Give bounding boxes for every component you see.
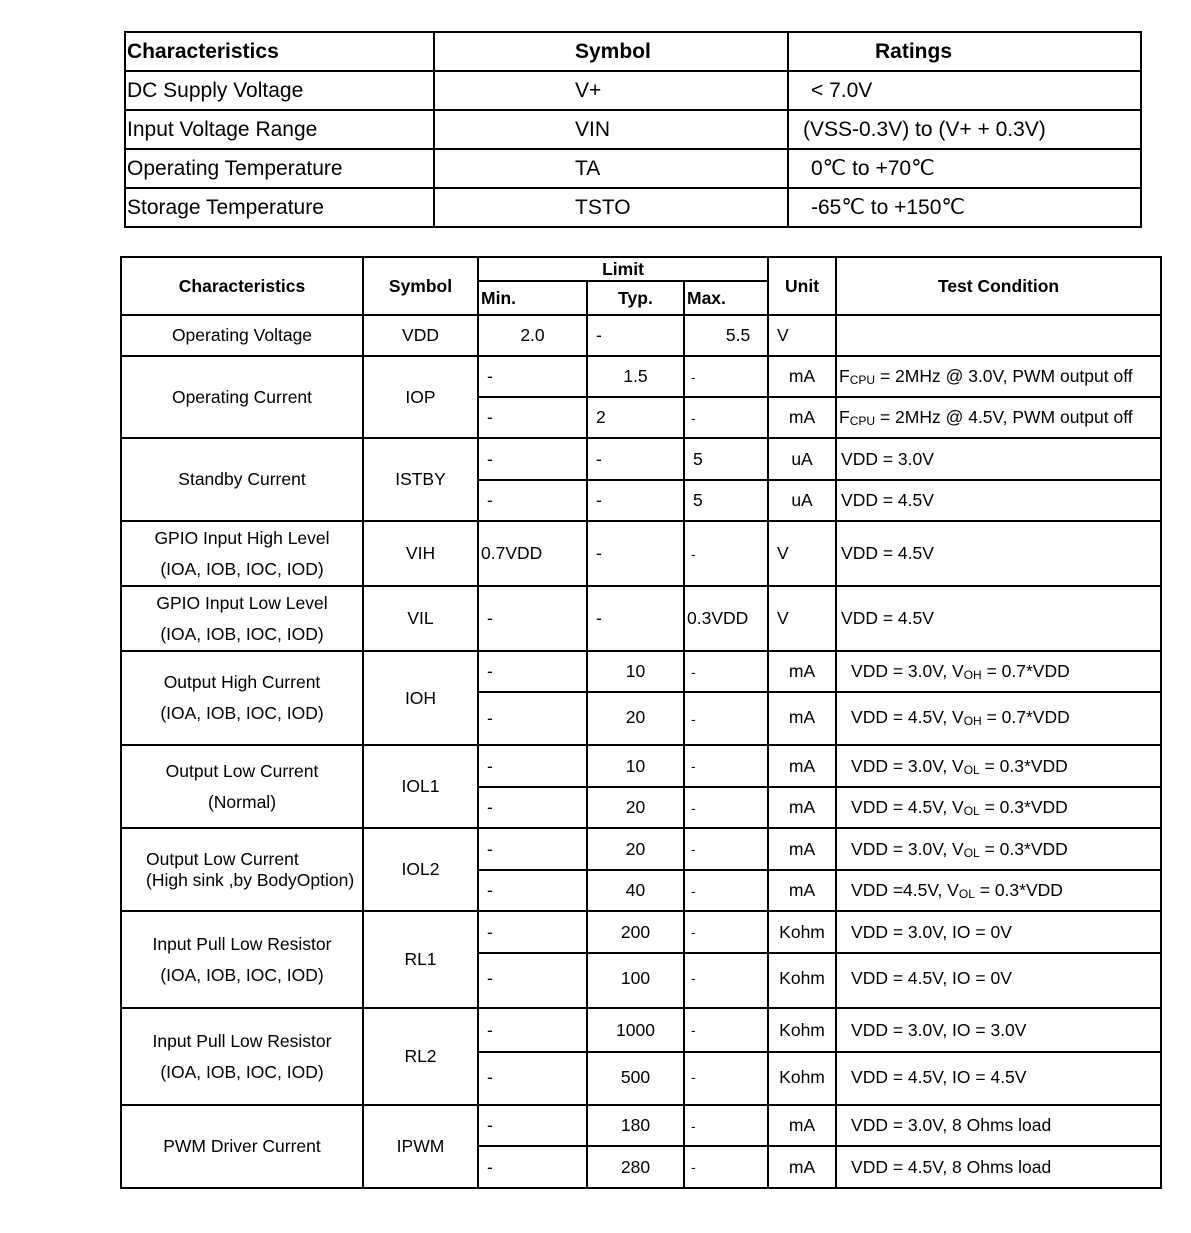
condition-cell: VDD = 4.5V, VOH = 0.7*VDD: [836, 692, 1161, 745]
min-cell: -: [478, 1008, 587, 1052]
unit-cell: V: [768, 586, 836, 651]
rating-cell: -65℃ to +150℃: [788, 188, 1141, 227]
header-symbol: Symbol: [363, 257, 478, 315]
max-cell: 0.3VDD: [684, 586, 768, 651]
min-cell: -: [478, 480, 587, 521]
condition-cell: FCPU = 2MHz @ 3.0V, PWM output off: [836, 356, 1161, 397]
condition-cell: FCPU = 2MHz @ 4.5V, PWM output off: [836, 397, 1161, 438]
unit-cell: V: [768, 521, 836, 586]
characteristic-cell: Input Pull Low Resistor (IOA, IOB, IOC, IOD): [121, 911, 363, 1008]
max-cell: -: [684, 521, 768, 586]
symbol-cell: VIH: [363, 521, 478, 586]
characteristic-cell: PWM Driver Current: [121, 1105, 363, 1188]
typ-cell: 2: [587, 397, 684, 438]
header-symbol: Symbol: [434, 32, 788, 71]
condition-cell: VDD = 3.0V, VOH = 0.7*VDD: [836, 651, 1161, 692]
typ-cell: 200: [587, 911, 684, 953]
condition-cell: [836, 315, 1161, 356]
max-cell: -: [684, 787, 768, 828]
min-cell: -: [478, 438, 587, 480]
header-ratings: Ratings: [788, 32, 1141, 71]
table-row: [121, 315, 1161, 356]
typ-cell: -: [587, 315, 684, 356]
max-cell: -: [684, 1146, 768, 1188]
characteristic-cell: Output Low Current (Normal): [121, 745, 363, 828]
rating-cell: (VSS-0.3V) to (V+ + 0.3V): [788, 110, 1141, 149]
characteristic-cell: GPIO Input High Level (IOA, IOB, IOC, IOD): [121, 521, 363, 586]
typ-cell: 1.5: [587, 356, 684, 397]
table-row: [121, 1105, 1161, 1146]
max-cell: -: [684, 1105, 768, 1146]
condition-cell: VDD = 4.5V: [836, 586, 1161, 651]
header-limit: Limit: [478, 257, 768, 281]
symbol-cell: RL1: [363, 911, 478, 1008]
min-cell: -: [478, 953, 587, 1008]
header-test-condition: Test Condition: [836, 257, 1161, 315]
header-max: Max.: [684, 281, 768, 315]
unit-cell: mA: [768, 787, 836, 828]
dc-characteristics-table: [120, 256, 1162, 1189]
characteristic-cell: Input Pull Low Resistor (IOA, IOB, IOC, IOD): [121, 1008, 363, 1105]
unit-cell: uA: [768, 438, 836, 480]
symbol-cell: TA: [434, 149, 788, 188]
max-cell: -: [684, 953, 768, 1008]
symbol-cell: IPWM: [363, 1105, 478, 1188]
unit-cell: mA: [768, 692, 836, 745]
characteristic-cell: Operating Voltage: [121, 315, 363, 356]
max-cell: -: [684, 1052, 768, 1105]
header-typ: Typ.: [587, 281, 684, 315]
characteristic-cell: Output High Current (IOA, IOB, IOC, IOD): [121, 651, 363, 745]
symbol-cell: VDD: [363, 315, 478, 356]
min-cell: -: [478, 911, 587, 953]
unit-cell: mA: [768, 870, 836, 911]
max-cell: -: [684, 745, 768, 787]
characteristic-cell: GPIO Input Low Level (IOA, IOB, IOC, IOD): [121, 586, 363, 651]
table-row: [125, 110, 1141, 149]
max-cell: 5: [684, 438, 768, 480]
unit-cell: mA: [768, 356, 836, 397]
table-row: [125, 188, 1141, 227]
min-cell: -: [478, 787, 587, 828]
characteristic-cell: Operating Current: [121, 356, 363, 438]
table-row: [121, 745, 1161, 787]
min-cell: -: [478, 828, 587, 870]
unit-cell: mA: [768, 1105, 836, 1146]
symbol-cell: VIL: [363, 586, 478, 651]
typ-cell: 20: [587, 787, 684, 828]
table-row: [121, 911, 1161, 953]
unit-cell: mA: [768, 745, 836, 787]
unit-cell: uA: [768, 480, 836, 521]
min-cell: -: [478, 651, 587, 692]
unit-cell: mA: [768, 651, 836, 692]
unit-cell: mA: [768, 397, 836, 438]
condition-cell: VDD = 3.0V, VOL = 0.3*VDD: [836, 828, 1161, 870]
typ-cell: -: [587, 521, 684, 586]
absolute-ratings-table: [124, 31, 1142, 228]
symbol-cell: IOH: [363, 651, 478, 745]
typ-cell: -: [587, 480, 684, 521]
unit-cell: mA: [768, 828, 836, 870]
typ-cell: 10: [587, 745, 684, 787]
symbol-cell: VIN: [434, 110, 788, 149]
min-cell: 0.7VDD: [478, 521, 587, 586]
unit-cell: Kohm: [768, 1052, 836, 1105]
condition-cell: VDD = 4.5V: [836, 521, 1161, 586]
symbol-cell: ISTBY: [363, 438, 478, 521]
typ-cell: 20: [587, 692, 684, 745]
table-row: [121, 356, 1161, 397]
symbol-cell: V+: [434, 71, 788, 110]
typ-cell: -: [587, 586, 684, 651]
typ-cell: 180: [587, 1105, 684, 1146]
max-cell: -: [684, 356, 768, 397]
typ-cell: -: [587, 438, 684, 480]
max-cell: -: [684, 1008, 768, 1052]
min-cell: -: [478, 397, 587, 438]
min-cell: -: [478, 745, 587, 787]
condition-cell: VDD = 3.0V, 8 Ohms load: [836, 1105, 1161, 1146]
min-cell: -: [478, 870, 587, 911]
condition-cell: VDD = 4.5V: [836, 480, 1161, 521]
max-cell: 5: [684, 480, 768, 521]
max-cell: -: [684, 828, 768, 870]
table-row: [125, 149, 1141, 188]
table-header-row: [125, 32, 1141, 71]
min-cell: -: [478, 586, 587, 651]
max-cell: -: [684, 397, 768, 438]
unit-cell: Kohm: [768, 911, 836, 953]
unit-cell: Kohm: [768, 1008, 836, 1052]
typ-cell: 10: [587, 651, 684, 692]
header-characteristics: Characteristics: [121, 257, 363, 315]
typ-cell: 500: [587, 1052, 684, 1105]
unit-cell: Kohm: [768, 953, 836, 1008]
condition-cell: VDD = 4.5V, IO = 0V: [836, 953, 1161, 1008]
characteristic-cell: Storage Temperature: [125, 188, 434, 227]
characteristic-cell: DC Supply Voltage: [125, 71, 434, 110]
max-cell: -: [684, 870, 768, 911]
table-row: [121, 521, 1161, 586]
max-cell: 5.5: [684, 315, 768, 356]
table-header-row: [121, 257, 1161, 281]
max-cell: -: [684, 911, 768, 953]
symbol-cell: IOP: [363, 356, 478, 438]
unit-cell: mA: [768, 1146, 836, 1188]
min-cell: -: [478, 356, 587, 397]
table-row: [121, 1008, 1161, 1052]
min-cell: 2.0: [478, 315, 587, 356]
rating-cell: < 7.0V: [788, 71, 1141, 110]
table-row: [121, 651, 1161, 692]
condition-cell: VDD = 4.5V, VOL = 0.3*VDD: [836, 787, 1161, 828]
header-characteristics: Characteristics: [125, 32, 434, 71]
typ-cell: 20: [587, 828, 684, 870]
symbol-cell: IOL2: [363, 828, 478, 911]
typ-cell: 40: [587, 870, 684, 911]
max-cell: -: [684, 692, 768, 745]
symbol-cell: TSTO: [434, 188, 788, 227]
unit-cell: V: [768, 315, 836, 356]
table-row: [125, 71, 1141, 110]
table-row: [121, 586, 1161, 651]
header-min: Min.: [478, 281, 587, 315]
table-row: [121, 828, 1161, 870]
condition-cell: VDD = 4.5V, 8 Ohms load: [836, 1146, 1161, 1188]
condition-cell: VDD = 3.0V, IO = 3.0V: [836, 1008, 1161, 1052]
condition-cell: VDD =4.5V, VOL = 0.3*VDD: [836, 870, 1161, 911]
condition-cell: VDD = 3.0V: [836, 438, 1161, 480]
min-cell: -: [478, 692, 587, 745]
typ-cell: 280: [587, 1146, 684, 1188]
characteristic-cell: Operating Temperature: [125, 149, 434, 188]
typ-cell: 1000: [587, 1008, 684, 1052]
characteristic-cell: Output Low Current (High sink ,by BodyOption): [121, 828, 363, 911]
condition-cell: VDD = 3.0V, IO = 0V: [836, 911, 1161, 953]
rating-cell: 0℃ to +70℃: [788, 149, 1141, 188]
min-cell: -: [478, 1105, 587, 1146]
symbol-cell: IOL1: [363, 745, 478, 828]
characteristic-cell: Standby Current: [121, 438, 363, 521]
min-cell: -: [478, 1146, 587, 1188]
characteristic-cell: Input Voltage Range: [125, 110, 434, 149]
header-unit: Unit: [768, 257, 836, 315]
typ-cell: 100: [587, 953, 684, 1008]
condition-cell: VDD = 4.5V, IO = 4.5V: [836, 1052, 1161, 1105]
max-cell: -: [684, 651, 768, 692]
condition-cell: VDD = 3.0V, VOL = 0.3*VDD: [836, 745, 1161, 787]
table-row: [121, 438, 1161, 480]
symbol-cell: RL2: [363, 1008, 478, 1105]
min-cell: -: [478, 1052, 587, 1105]
